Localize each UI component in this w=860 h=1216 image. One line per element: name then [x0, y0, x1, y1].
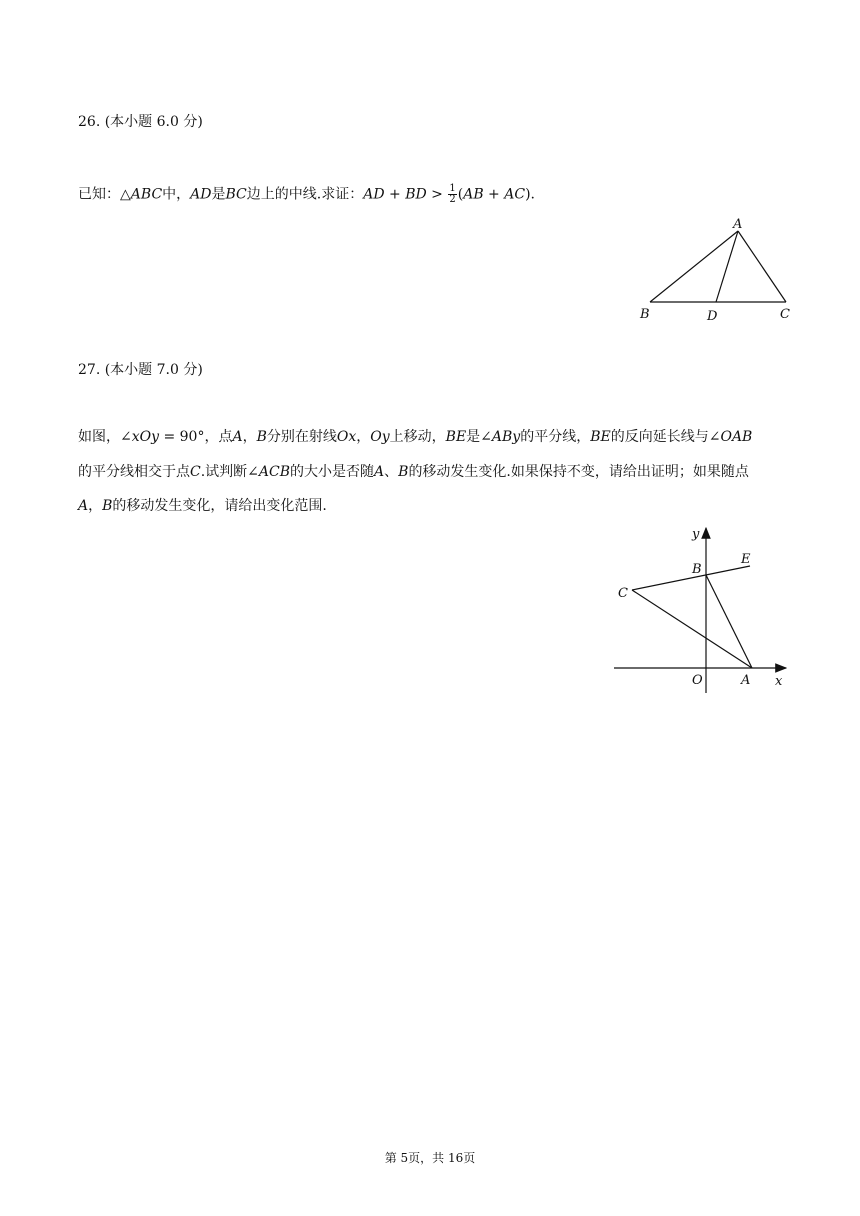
label-b: B — [692, 562, 702, 577]
label-o: O — [692, 673, 703, 688]
segment-ca — [632, 590, 752, 668]
q26-paren: ( — [457, 186, 464, 203]
q26-math: AB — [463, 186, 484, 203]
frac-numerator: 1 — [449, 183, 456, 194]
label-c: C — [618, 586, 628, 601]
q27-line1 — [78, 427, 752, 447]
segment-ac — [738, 231, 786, 302]
q27-math: BE — [590, 429, 611, 445]
q26-math: BC — [225, 186, 247, 203]
label-e: E — [741, 552, 751, 567]
q27-math: C — [190, 464, 201, 480]
q26-math: ABC — [130, 186, 163, 203]
q27-text: ， — [88, 498, 103, 514]
label-y: y — [692, 527, 700, 542]
page-footer: 第 5页，共 16页 — [384, 1151, 476, 1165]
q26-op: + — [384, 186, 406, 203]
q26-math: AD — [190, 186, 212, 203]
q27-text: 、 — [384, 464, 399, 480]
q27-text: 的反向延长线与 — [610, 429, 709, 445]
q27-text: ， — [356, 429, 371, 445]
label-a: A — [733, 217, 743, 232]
q26-text: 已知：△ — [78, 186, 131, 203]
q27-math: A — [78, 498, 89, 514]
q27-line2 — [78, 462, 749, 482]
q26-triangle-figure — [630, 212, 800, 327]
q27-text: 的移动发生变化，请给出变化范围. — [112, 498, 327, 514]
segment-ab — [650, 231, 738, 302]
q27-header: 27. (本小题 7.0 分) — [78, 362, 203, 378]
q26-op: + — [483, 186, 505, 203]
q26-op: > — [426, 186, 448, 203]
q27-text: 是 — [466, 429, 481, 445]
q27-text: ，点 — [204, 429, 233, 445]
q27-math: BE — [445, 429, 467, 445]
label-d: D — [707, 309, 718, 324]
q27-text: 分别在射线 — [266, 429, 337, 445]
q26-paren: ). — [525, 186, 535, 203]
frac-denominator: 2 — [449, 194, 456, 205]
q27-math: B — [102, 498, 113, 514]
q27-text: 的大小是否随 — [290, 464, 375, 480]
segment-ad — [716, 231, 738, 302]
q27-math: Oy — [370, 429, 390, 445]
q26-math: AD — [363, 186, 385, 203]
q27-math: ∠ACB — [247, 464, 291, 480]
q27-math: = 90° — [159, 429, 205, 445]
q27-math: ∠xOy — [120, 429, 160, 445]
segment-ba — [706, 575, 752, 668]
q26-statement — [78, 184, 535, 205]
q27-math: ∠OAB — [708, 429, 753, 445]
label-b: B — [640, 307, 650, 322]
q27-text: 如图， — [78, 429, 120, 445]
q27-text: 的平分线， — [520, 429, 591, 445]
q26-fraction — [448, 184, 456, 205]
q27-line3 — [78, 496, 327, 516]
q27-math: ∠ABy — [480, 429, 521, 445]
q27-text: 上移动， — [389, 429, 446, 445]
q27-math: B — [256, 429, 267, 445]
q27-coordinate-figure — [608, 518, 798, 698]
q27-text: 的移动发生变化.如果保持不变，请给出证明；如果随点 — [408, 464, 749, 480]
q27-text: .试判断 — [200, 464, 248, 480]
q26-text: 是 — [211, 186, 226, 203]
q26-math: BD — [405, 186, 427, 203]
q26-header: 26. (本小题 6.0 分) — [78, 114, 203, 130]
label-c: C — [780, 307, 790, 322]
q27-math: A — [232, 429, 243, 445]
label-a: A — [741, 673, 751, 688]
q27-text: 的平分线相交于点 — [78, 464, 190, 480]
q27-text: ， — [242, 429, 257, 445]
q26-math: AC — [504, 186, 526, 203]
line-ce — [632, 566, 750, 590]
label-x: x — [775, 674, 783, 689]
q27-math: A — [374, 464, 385, 480]
q26-text: 中， — [162, 186, 191, 203]
q27-math: B — [398, 464, 409, 480]
q26-text: 边上的中线.求证： — [246, 186, 364, 203]
q27-math: Ox — [336, 429, 357, 445]
